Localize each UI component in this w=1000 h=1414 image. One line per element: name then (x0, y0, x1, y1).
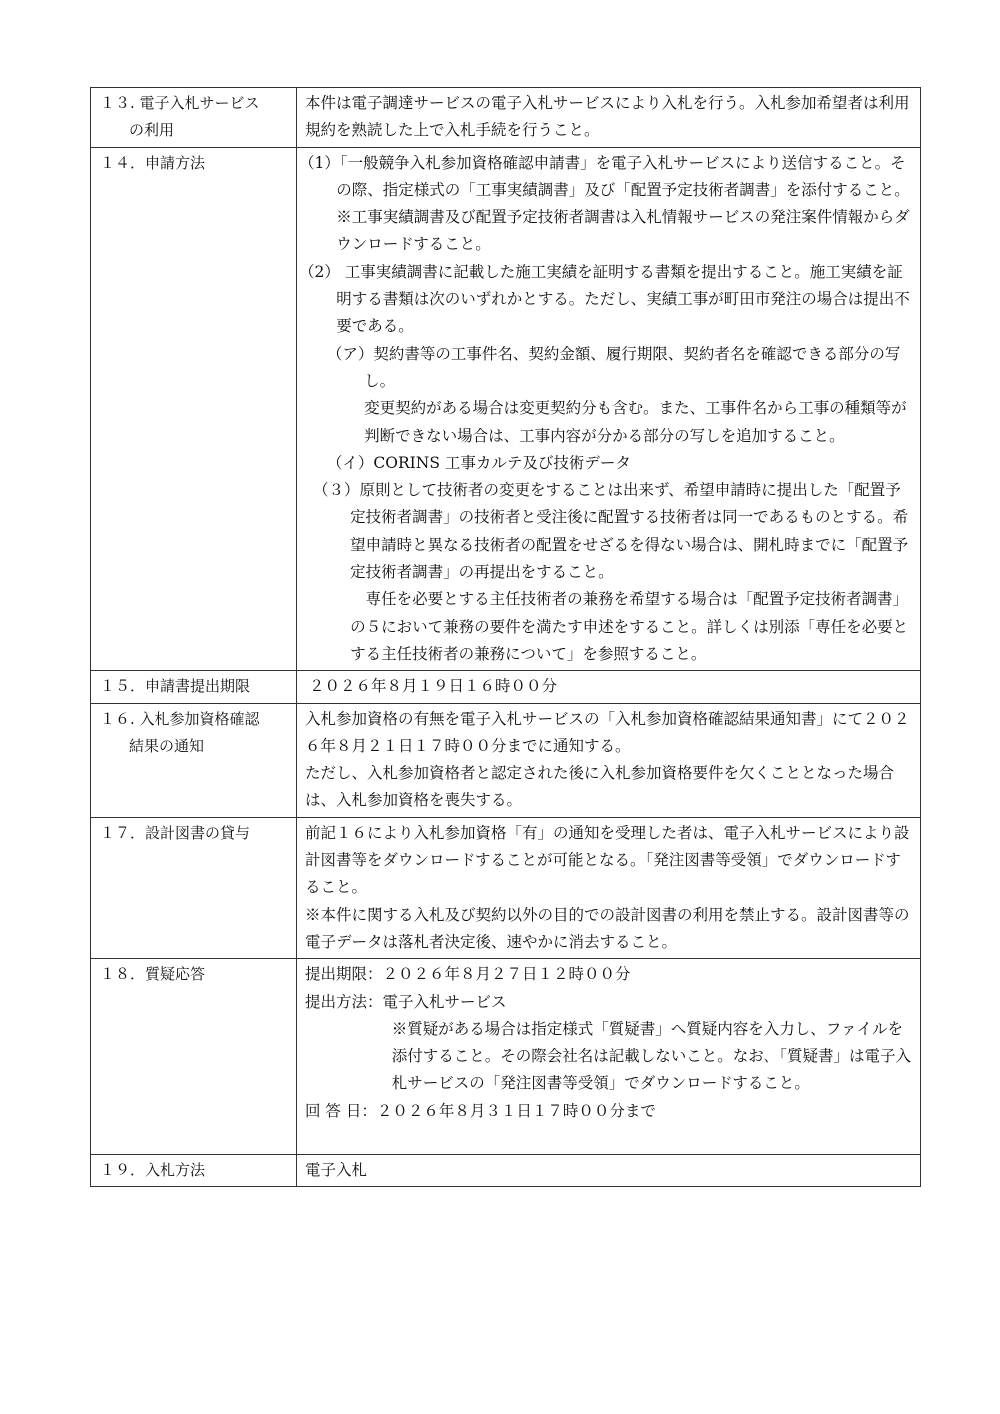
paragraph: ※本件に関する入札及び契約以外の目的での設計図書の利用を禁止する。設計図書等の電子データは落札者決定後、速やかに消去すること。 (305, 905, 910, 951)
row-content (297, 1154, 921, 1186)
row-label-text: １６. 入札参加資格確認 (100, 709, 260, 728)
paragraph: （2） 工事実績調書に記載した施工実績を証明する書類を提出すること。施工実績を証明する書類は次のいずれかとする。ただし、実績工事が町田市発注の場合は提出不要である。 (299, 262, 910, 336)
table-row (91, 671, 921, 703)
row-content (297, 817, 921, 958)
row-label-text: １７．設計図書の貸与 (100, 823, 251, 842)
paragraph: （３）原則として技術者の変更をすることは出来ず、希望申請時に提出した「配置予定技術者調書」の技術者と受注後に配置する技術者は同一であるものとする。希望申請時と異なる技術者の配置をせざるを得ない場合は、開札時までに「配置予定技術者調書」の再提出をすること。 (312, 481, 909, 582)
paragraph: ※質疑がある場合は指定様式「質疑書」へ質疑内容を入力し、ファイルを添付すること。その際会社名は記載しないこと。なお､「質疑書」は電子入札サービスの「発注図書等受領」でダウンロードすること。 (391, 1019, 912, 1093)
paragraph: 前記１６により入札参加資格「有」の通知を受理した者は、電子入札サービスにより設計図書等をダウンロードすることが可能となる。「発注図書等受領」でダウンロードすること。 (305, 823, 910, 897)
spacer (305, 1125, 914, 1152)
table-row (91, 817, 921, 958)
paragraph: 回 答 日：２０２６年８月３１日１７時００分まで (305, 1101, 656, 1120)
table-row (91, 88, 921, 148)
row-label-text: １４．申請方法 (100, 153, 206, 172)
paragraph: （ア）契約書等の工事件名、契約金額、履行期限、契約者名を確認できる部分の写し。 (326, 344, 901, 390)
row-label (91, 88, 297, 148)
paragraph: 提出期限：２０２６年８月２７日１２時００分 (305, 965, 631, 984)
spec-table (90, 87, 921, 1187)
paragraph: 電子入札 (305, 1160, 368, 1179)
table-row (91, 1154, 921, 1186)
table-row (91, 147, 921, 671)
row-label (91, 671, 297, 703)
row-label-text: 結果の通知 (129, 736, 205, 755)
paragraph: 本件は電子調達サービスの電子入札サービスにより入札を行う。入札参加希望者は利用規約を熟読した上で入札手続を行うこと。 (305, 94, 910, 140)
paragraph: （1）「一般競争入札参加資格確認申請書」を電子入札サービスにより送信すること。その際、指定様式の「工事実績調書」及び「配置予定技術者調書」を添付すること。 (299, 153, 910, 199)
paragraph: （イ）CORINS 工事カルテ及び技術データ (326, 453, 631, 472)
paragraph: ※工事実績調書及び配置予定技術者調書は入札情報サービスの発注案件情報からダウンロードすること。 (336, 208, 910, 254)
row-label (91, 147, 297, 671)
paragraph: ただし、入札参加資格者と認定された後に入札参加資格要件を欠くこととなった場合は、入札参加資格を喪失する。 (305, 764, 895, 810)
table-row (91, 959, 921, 1155)
row-content (297, 88, 921, 148)
row-label-text: １８．質疑応答 (100, 965, 206, 984)
paragraph: 変更契約がある場合は変更契約分も含む。また、工事件名から工事の種類等が判断できない場合は、工事内容が分かる部分の写しを追加すること。 (364, 399, 907, 445)
row-label (91, 703, 297, 817)
row-label-text: １９．入札方法 (100, 1160, 206, 1179)
row-content (297, 671, 921, 703)
row-label-text: １３. 電子入札サービス (100, 94, 260, 112)
row-label (91, 1154, 297, 1186)
paragraph: 専任を必要とする主任技術者の兼務を希望する場合は「配置予定技術者調書」の５において兼務の要件を満たす申述をすること。詳しくは別添「専任を必要とする主任技術者の兼務について」を参照すること。 (350, 590, 909, 663)
paragraph: ２０２６年８月１９日１６時００分 (309, 677, 558, 696)
row-content (297, 147, 921, 671)
table-row (91, 703, 921, 817)
row-label-text: の利用 (129, 121, 175, 139)
row-content (297, 959, 921, 1155)
row-label-text: １５．申請書提出期限 (100, 677, 251, 696)
row-label (91, 959, 297, 1155)
paragraph: 入札参加資格の有無を電子入札サービスの「入札参加資格確認結果通知書」にて２０２６年８月２１日１７時００分までに通知する。 (305, 709, 910, 755)
row-label (91, 817, 297, 958)
paragraph: 提出方法：電子入札サービス (305, 992, 507, 1011)
row-content (297, 703, 921, 817)
